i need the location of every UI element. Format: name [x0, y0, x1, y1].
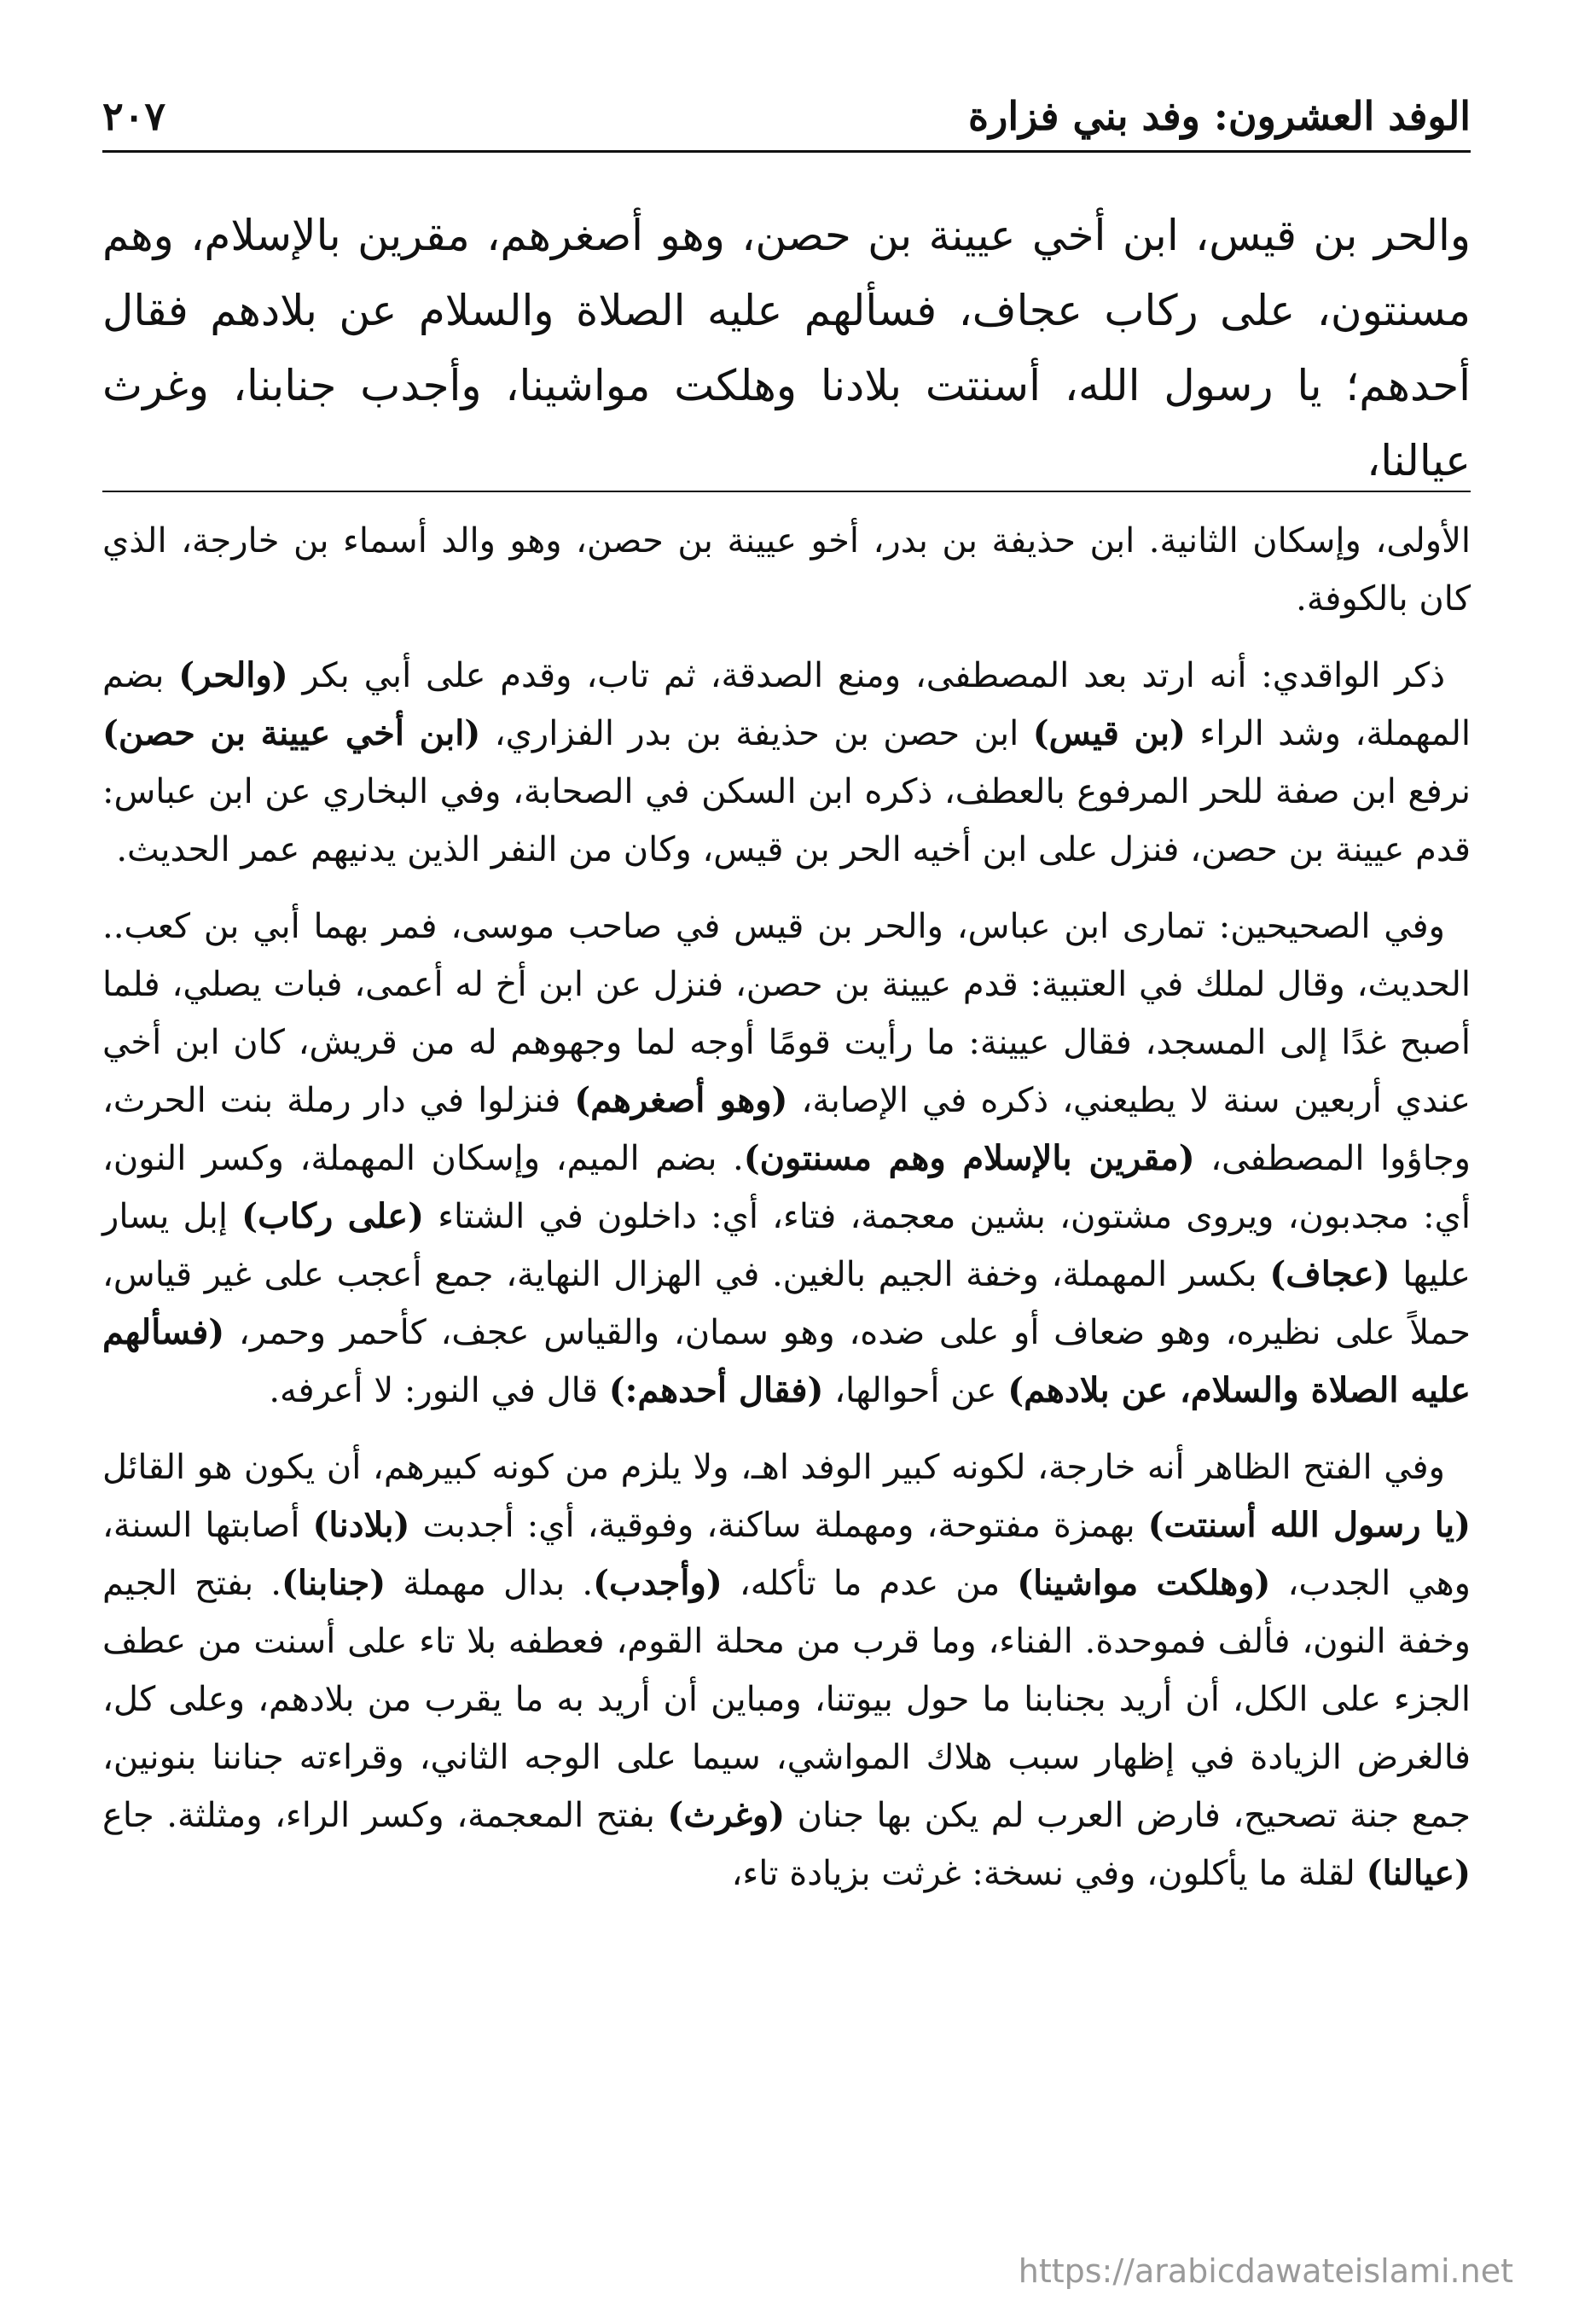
text-run: عن أحوالها،	[823, 1371, 1008, 1410]
footnote-paragraph-1: الأولى، وإسكان الثانية. ابن حذيفة بن بدر، أخو عيينة بن حصن، وهو والد أسماء بن خارجة، الذي كان بالكوفة.	[102, 521, 1471, 619]
footnote-paragraph-3	[102, 898, 1471, 1420]
quoted-term: (وأجدب)	[593, 1563, 723, 1603]
page-number: ٢٠٧	[102, 93, 166, 139]
running-title: الوفد العشرون: وفد بني فزارة	[968, 93, 1471, 139]
text-run: من عدم ما تأكله،	[722, 1564, 1018, 1603]
quoted-term: (ابن أخي عيينة بن حصن)	[102, 713, 481, 753]
text-run: . بدال مهملة	[386, 1564, 594, 1603]
text-run: ابن حصن بن حذيفة بن بدر الفزاري،	[480, 714, 1033, 753]
text-run: فنزلوا في دار رملة بنت الحرث، وجاؤوا المصطفى،	[102, 1081, 1471, 1178]
quoted-term: (على ركاب)	[241, 1196, 425, 1236]
text-run: بهمزة مفتوحة، ومهملة ساكنة، وفوقية، أي: أجدبت	[409, 1506, 1148, 1545]
footnote-paragraph-2	[102, 647, 1471, 879]
footnote-divider	[102, 491, 1471, 492]
text-run: أصابتها السنة، وهي الجدب،	[102, 1506, 1471, 1603]
quoted-term: (عيالنا)	[1366, 1853, 1471, 1893]
quoted-term: (فقال أحدهم:)	[608, 1370, 824, 1410]
text-run: وفي الفتح الظاهر أنه خارجة، لكونه كبير الوفد اهـ، ولا يلزم من كونه كبيرهم، أن يكون هو القائل	[102, 1448, 1445, 1487]
text-run: بفتح المعجمة، وكسر الراء، ومثلثة. جاع	[102, 1796, 668, 1835]
main-paragraph: والحر بن قيس، ابن أخي عيينة بن حصن، وهو أصغرهم، مقرين بالإسلام، وهم مسنتون، على ركاب عجاف، فسألهم عليه الصلاة والسلام عن بلادهم فقال أحدهم؛ يا رسول الله، أسنتت بلادنا وهلكت مواشينا، وأجدب جنابنا، وغرث عيالنا،	[102, 211, 1471, 485]
quoted-term: (وهلكت مواشينا)	[1017, 1563, 1271, 1603]
quoted-term: (فسألهم عليه الصلاة والسلام، عن بلادهم)	[102, 1312, 1471, 1410]
text-run: بكسر المهملة، وخفة الجيم بالغين. في الهزال النهاية، جمع أعجب على غير قياس، حملاً على نظيره، وهو ضعاف أو على ضده، وهو سمان، والقياس عجف، كأحمر وحمر،	[102, 1255, 1471, 1352]
quoted-term: (والحر)	[178, 655, 288, 695]
main-text	[102, 198, 1471, 498]
footnote-paragraph-4	[102, 1438, 1471, 1903]
footnotes	[102, 512, 1471, 1921]
text-run: وفي الصحيحين: تمارى ابن عباس، والحر بن قيس في صاحب موسى، فمر بهما أبي بن كعب.. الحديث، وقال لملك في العتبية: قدم عيينة بن حصن، فنزل عن ابن أخ له أعمى، فبات يصلي، فلما أصبح غدًا إلى المسجد، فقال عيينة: ما رأيت قومًا أوجه لما وجهوهم له من قريش، كان ابن أخي عندي أربعين سنة لا يطيعني، ذكره في الإصابة،	[102, 907, 1471, 1120]
quoted-term: (بلادنا)	[312, 1505, 410, 1545]
text-run: قال في النور: لا أعرفه.	[269, 1371, 609, 1410]
page-header	[102, 82, 1471, 153]
quoted-term: (مقرين بالإسلام وهم مسنتون)	[743, 1138, 1195, 1178]
quoted-term: (عجاف)	[1269, 1254, 1390, 1294]
text-run: بضم المهملة، وشد الراء	[102, 656, 1471, 753]
text-run: . بضم الميم، وإسكان المهملة، وكسر النون، أي: مجدبون، ويروى مشتون، بشين معجمة، فتاء، أي: داخلون في الشتاء	[102, 1139, 1471, 1236]
quoted-term: (بن قيس)	[1032, 713, 1186, 753]
quoted-term: (وغرث)	[667, 1795, 786, 1835]
text-run: ذكر الواقدي: أنه ارتد بعد المصطفى، ومنع الصدقة، ثم تاب، وقدم على أبي بكر	[287, 656, 1446, 695]
quoted-term: (وهو أصغرهم)	[574, 1080, 788, 1120]
text-run: لقلة ما يأكلون، وفي نسخة: غرثت بزيادة تاء،	[731, 1854, 1367, 1893]
text-run: نرفع ابن صفة للحر المرفوع بالعطف، ذكره ابن السكن في الصحابة، وفي البخاري عن ابن عباس: قدم عيينة بن حصن، فنزل على ابن أخيه الحر بن قيس، وكان من النفر الذين يدنيهم عمر الحديث.	[102, 772, 1471, 869]
text-run: إبل يسار عليها	[102, 1197, 1471, 1294]
quoted-term: (يا رسول الله أسنتت)	[1147, 1505, 1471, 1545]
text-run: . بفتح الجيم وخفة النون، فألف فموحدة. الفناء، وما قرب من محلة القوم، فعطفه بلا تاء على أسنت من عطف الجزء على الكل، أن أريد بجنابنا ما حول بيوتنا، ومباين أن أريد به ما يقرب من بلادهم، وعلى كل، فالغرض الزيادة في إظهار سبب هلاك المواشي، سيما على الوجه الثاني، وقراءته جناننا بنونين، جمع جنة تصحيح، فارض العرب لم يكن بها جنان	[102, 1564, 1471, 1835]
quoted-term: (جنابنا)	[281, 1563, 386, 1603]
source-watermark: https://arabicdawateislami.net	[1018, 2252, 1513, 2290]
